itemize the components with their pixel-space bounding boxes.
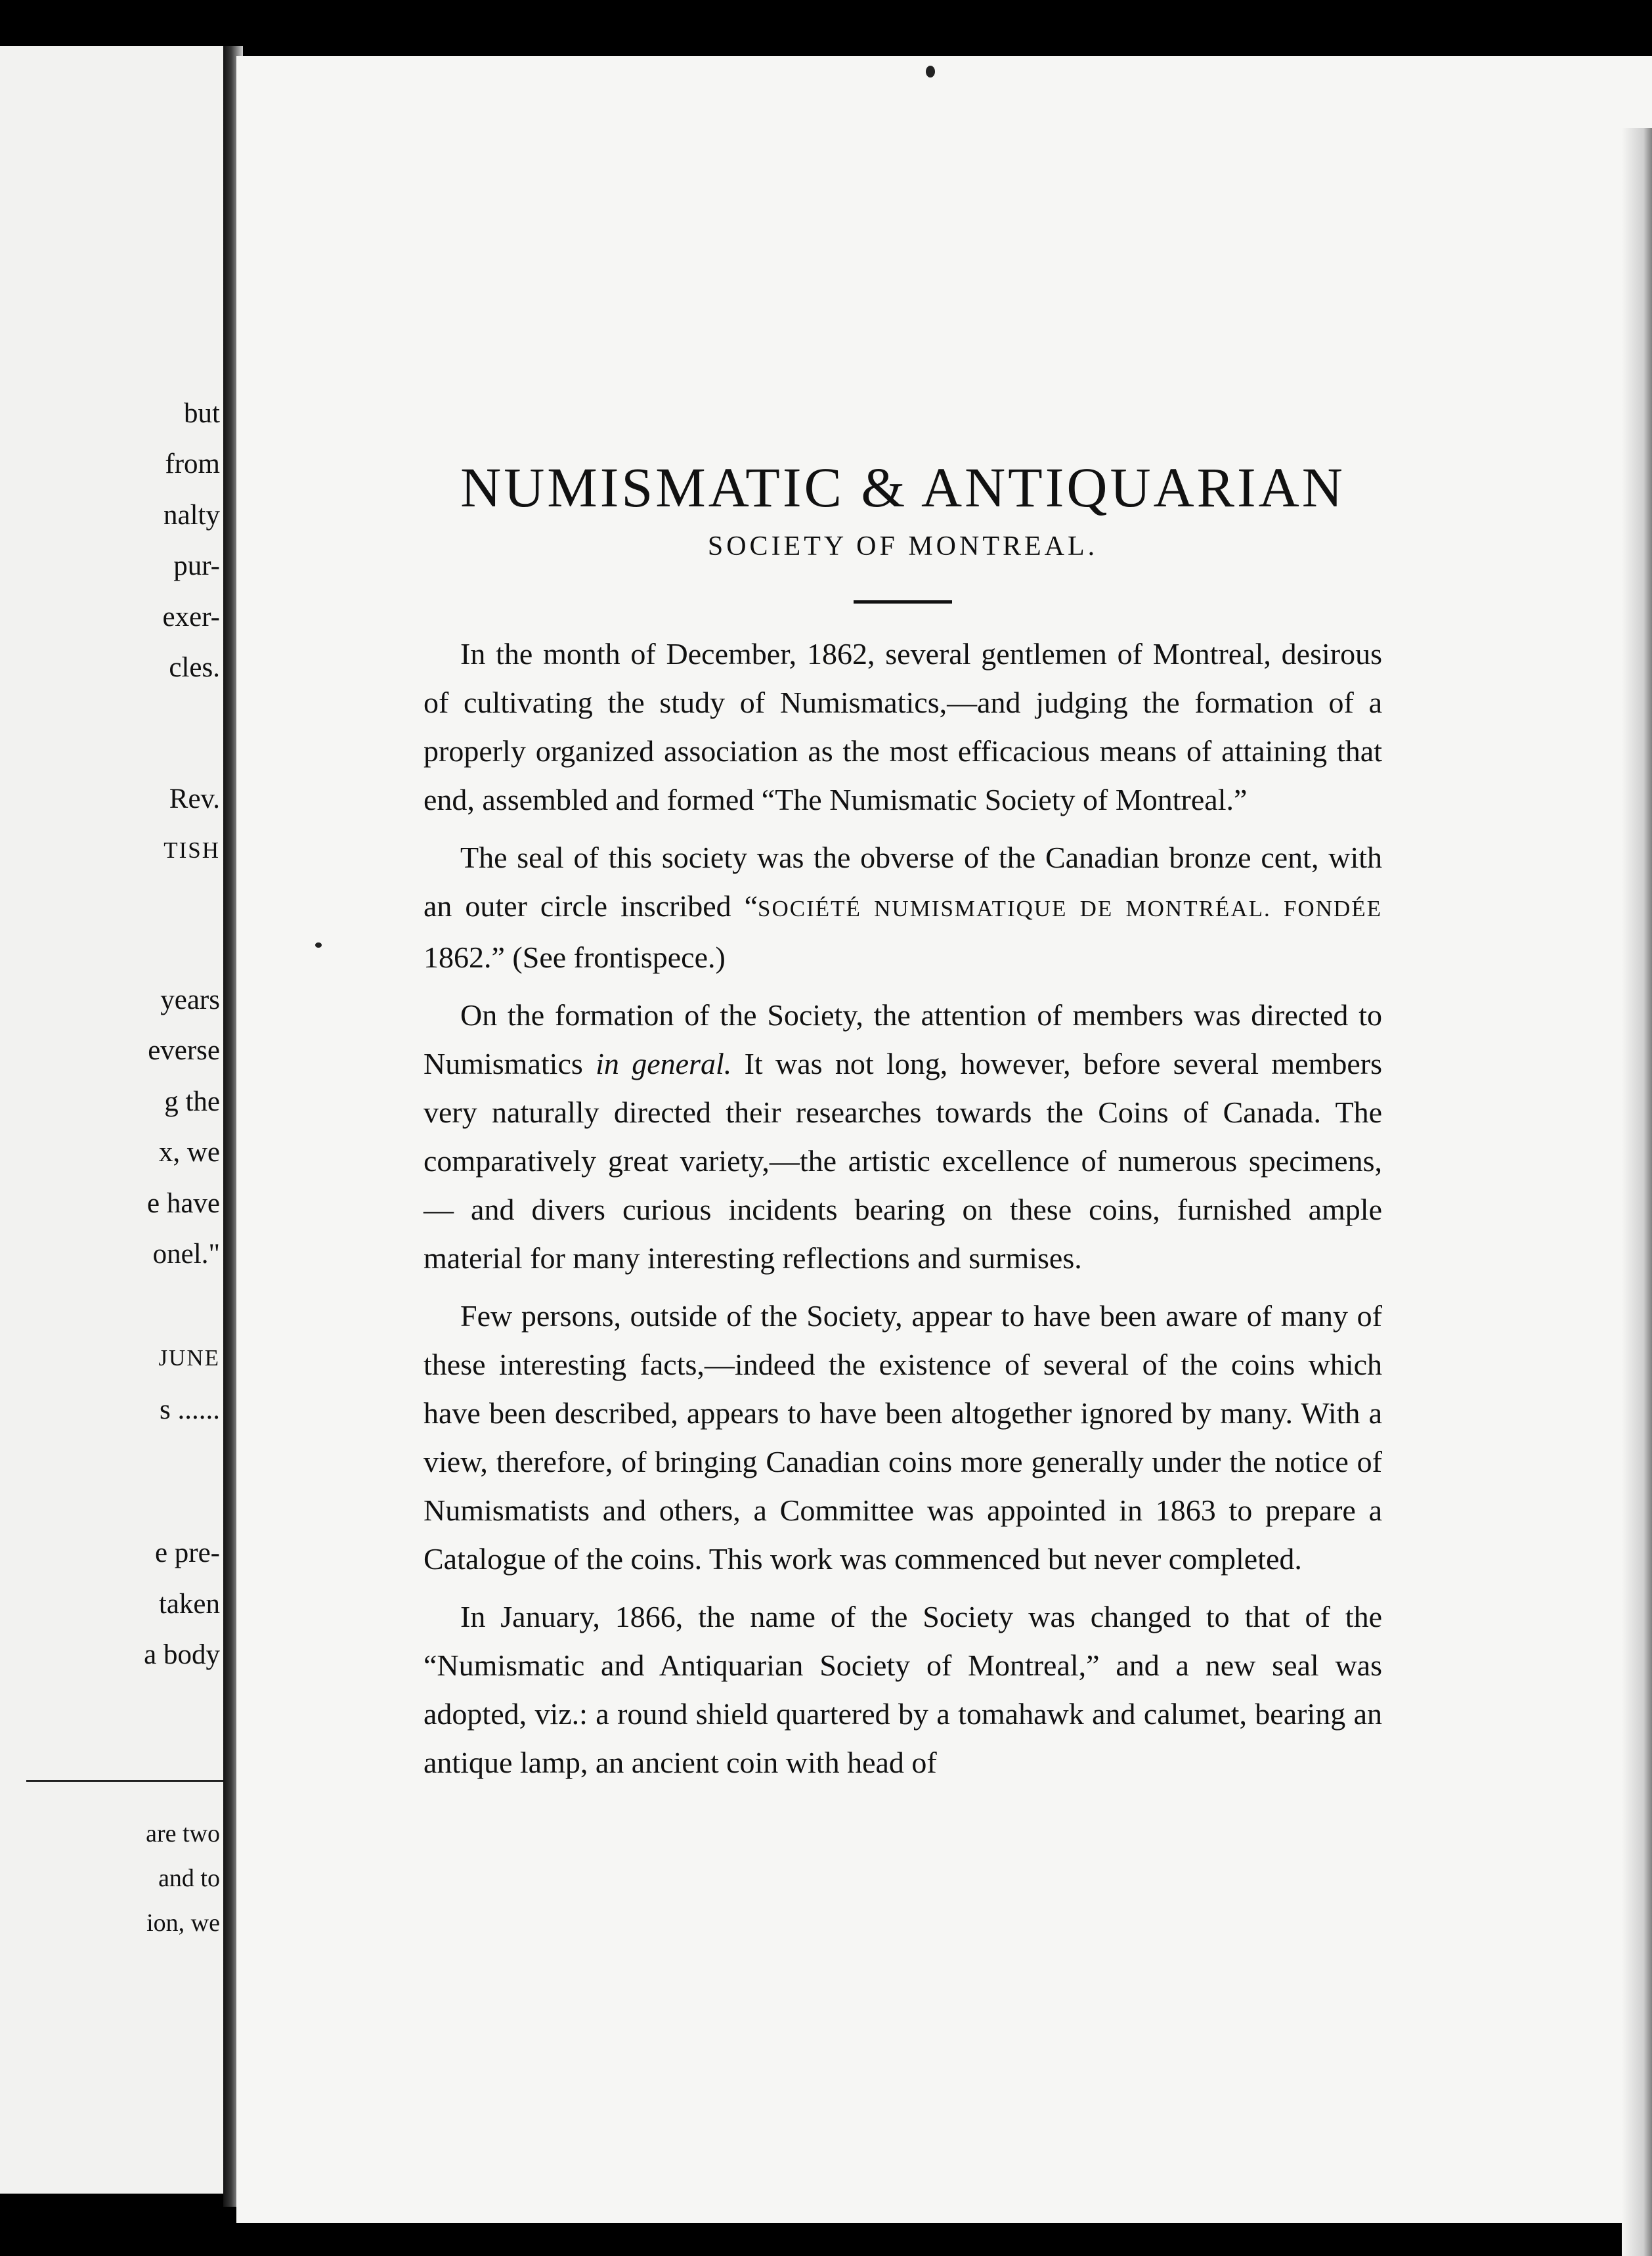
left-page-line: TISH [163,837,220,863]
left-page-line: years [160,984,220,1015]
left-page-line: taken [158,1589,220,1620]
paragraph-3-text-end: It was not long, however, before several members very naturally directed their researches towards the Coins of Canada. The comparatively great variety,—the artistic excellence of numerous specimens, — and divers curious incidents bearing on these coins, furnished ample material for many interesting reflections and surmises. [424,1046,1382,1275]
left-page-line: everse [148,1035,220,1066]
paragraph-2 [424,833,1382,982]
page-title: NUMISMATIC & ANTIQUARIAN [460,456,1345,519]
seal-inscription: SOCIÉTÉ NUMISMATIQUE DE MONTRÉAL. FONDÉE [758,895,1383,921]
left-page-line: onel." [152,1239,220,1270]
left-page-line: s ...... [160,1394,220,1425]
left-page-line: Rev. [169,784,220,814]
paragraph-2-text-end: 1862.” (See frontispece.) [424,940,726,974]
page-edge-shadow [1622,128,1652,2256]
left-page-line: and to [158,1865,220,1892]
left-page-line: from [165,449,220,479]
left-page-line: e pre- [154,1537,220,1568]
title-rule [854,600,952,604]
paragraph-2-text: The seal of this society was the obverse of the Canadian bronze cent, with an outer circle inscribed “ [424,840,1382,923]
left-page-line: but [184,398,220,429]
left-page-line: a body [144,1639,220,1670]
left-page-line: cles. [169,652,220,683]
paragraph-3 [424,991,1382,1283]
paragraph-5: In January, 1866, the name of the Society was changed to that of the “Numismatic and Antiquarian Society of Montreal,” and a new seal was adopted, viz.: a round shield quartered by a tomahawk and calumet, bearing an antique lamp, an ancient coin with head of [424,1599,1382,1779]
left-page-line: nalty [163,500,220,531]
left-page-line: x, we [158,1137,220,1168]
left-page-rule [26,1780,227,1782]
left-page-line: are two [146,1820,220,1847]
left-page-line: JUNE [158,1345,220,1371]
page-content [424,456,1382,1796]
paragraph-1: In the month of December, 1862, several gentlemen of Montreal, desirous of cultivating the study of Numismatics,—and judging the formation of a properly organized association as the most efficacious means of attaining that end, assembled and formed “The Numismatic Society of Montreal.” [424,636,1382,816]
paragraph-3-emphasis: in general. [596,1046,732,1080]
left-page-line: pur- [173,550,220,581]
page-subtitle: SOCIETY OF MONTREAL. [707,531,1098,562]
ink-speck [315,942,322,948]
paragraph-4: Few persons, outside of the Society, appear to have been aware of many of these interesting facts,—indeed the existence of several of the coins which have been described, appears to have been altogether ignored by many. With a view, therefore, of bringing Canadian coins more generally under the notice of Numismatists and others, a Committee was appointed in 1863 to prepare a Catalogue of the coins. This work was commenced but never completed. [424,1298,1382,1576]
left-page-line: ion, we [146,1909,220,1937]
ink-speck [926,66,935,77]
paragraph-3-text: On the formation of the Society, the attention of members was directed to Numismatics [424,998,1382,1080]
left-page-fragment [0,46,230,2194]
left-page-line: g the [164,1086,220,1117]
left-page-line: exer- [162,602,220,632]
left-page-line: e have [146,1188,220,1219]
